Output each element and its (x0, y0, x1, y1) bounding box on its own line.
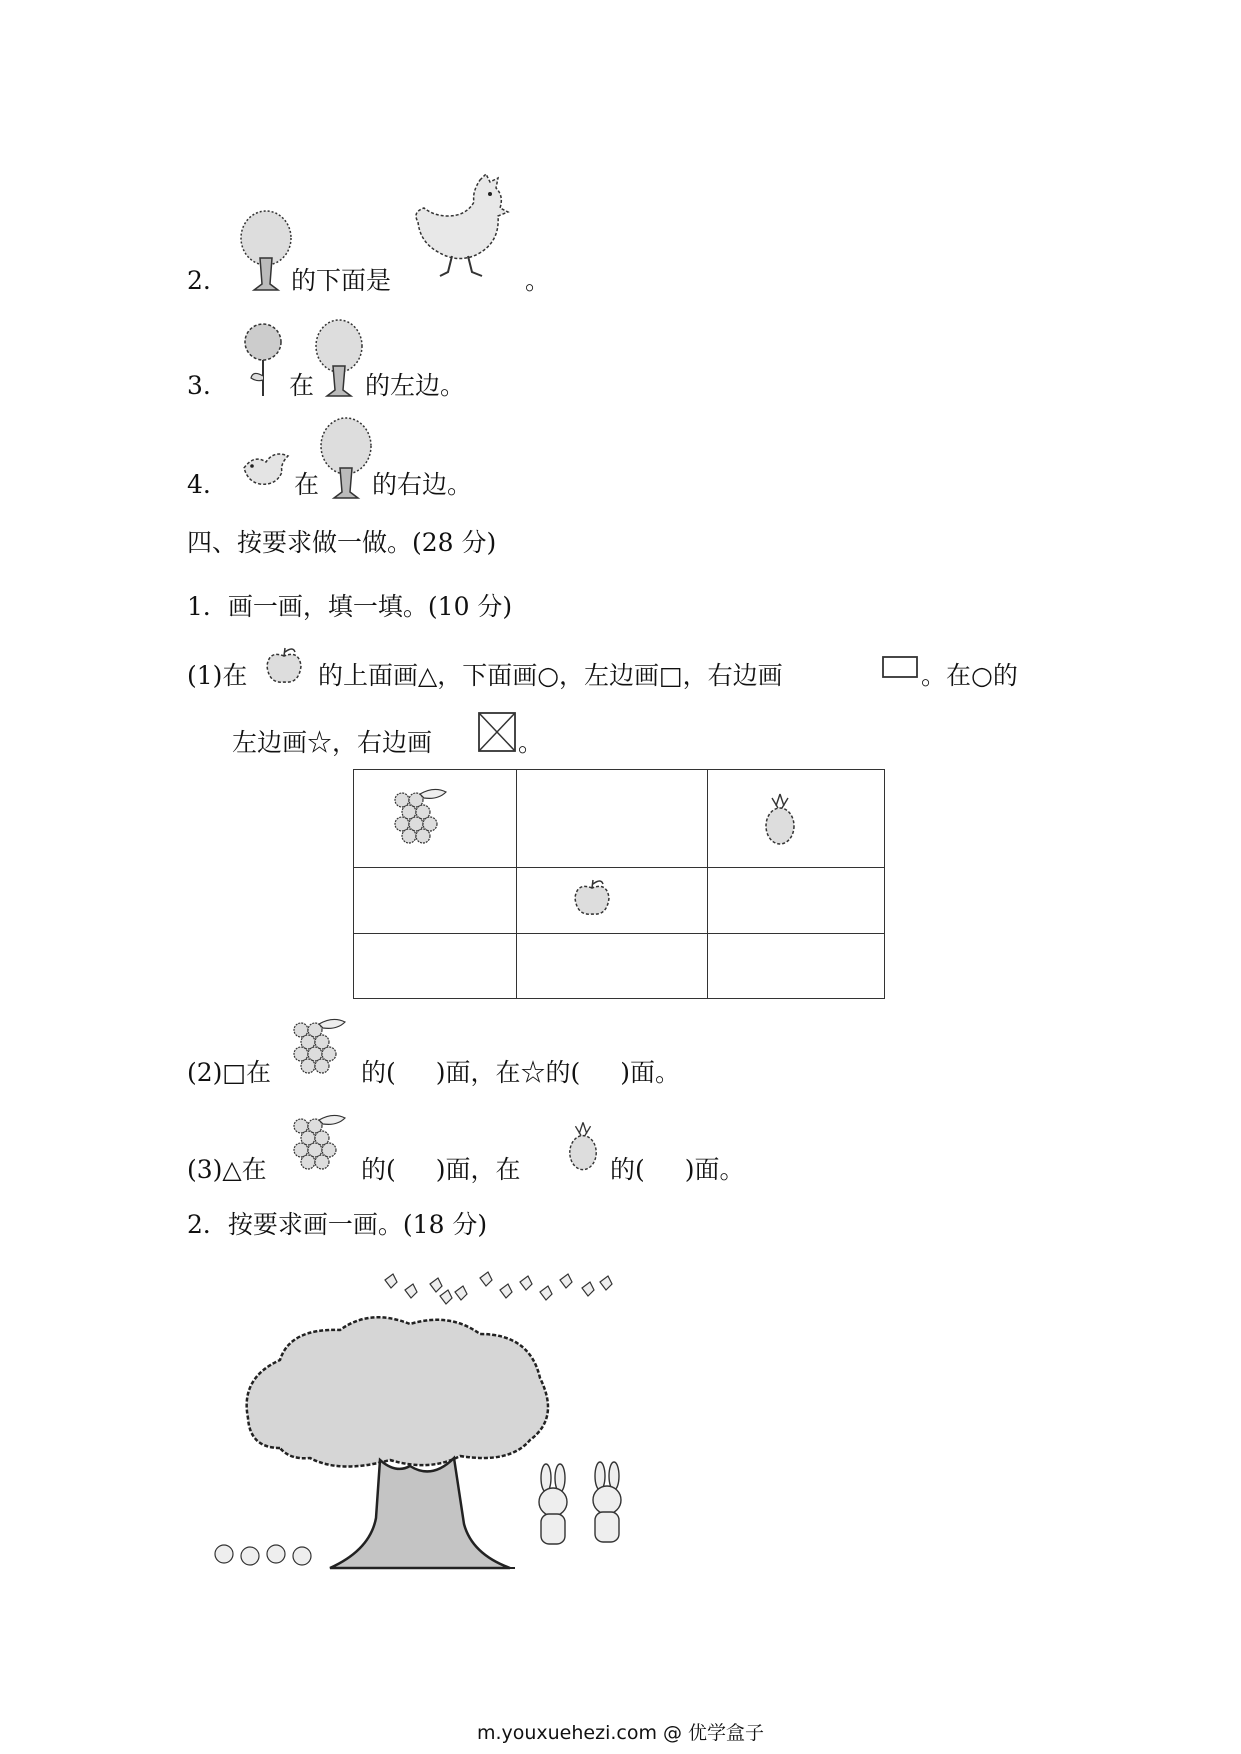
footer-watermark: m.youxuehezi.com @ 优学盒子 (476, 1722, 765, 1744)
grape-icon (289, 1110, 349, 1178)
q4-text2: 的右边。 (372, 470, 473, 499)
position-grid (353, 769, 885, 999)
q1-2-a: (2)□在 (187, 1058, 272, 1087)
crossed-box-icon (478, 712, 516, 752)
apple-icon (571, 878, 613, 918)
q1-3-line (361, 1157, 521, 1182)
tree-icon (238, 208, 294, 292)
question-number: 3. (187, 371, 211, 400)
q3-text1: 在 (289, 371, 315, 400)
grid-cell (354, 934, 517, 999)
q1-1-b: 的上面画△，下面画○，左边画□，右边画 (318, 661, 783, 690)
question-4 (187, 472, 211, 497)
q1-2-b: 的( (361, 1058, 396, 1087)
question-2 (187, 268, 211, 293)
q1-2-line (361, 1060, 680, 1085)
grid-cell (354, 770, 517, 868)
rabbit-pair-icon (539, 1462, 621, 1544)
grid-cell (517, 868, 708, 934)
grid-cell (517, 770, 708, 868)
grid-cell (708, 934, 885, 999)
grid-cell (354, 868, 517, 934)
flower-icon (237, 322, 289, 398)
q1-3-line2 (610, 1157, 745, 1182)
tree-icon (313, 318, 365, 398)
bird-icon (240, 448, 294, 492)
grape-icon (390, 786, 450, 850)
q1-3-e: )面。 (684, 1155, 745, 1184)
q1-2-c: )面，在☆的( (435, 1058, 581, 1087)
q1-1-a: (1)在 (187, 661, 248, 690)
grape-icon (289, 1014, 349, 1082)
q1-3-a: (3)△在 (187, 1155, 267, 1184)
bird-flock-icon (385, 1272, 612, 1304)
grid-cell (708, 868, 885, 934)
q1-3-b: 的( (361, 1155, 396, 1184)
question-3 (187, 373, 211, 398)
q2-end: 。 (525, 266, 551, 295)
q1-1-d: 左边画☆，右边画 (232, 728, 433, 757)
rectangle-shape-icon (882, 656, 918, 678)
question-number: 2. (187, 266, 211, 295)
q2-text: 的下面是 (291, 266, 392, 295)
q1-1-e: 。 (518, 728, 544, 757)
tree-icon (318, 416, 374, 500)
q1-3-d: 的( (610, 1155, 645, 1184)
rooster-icon (408, 172, 518, 282)
tree-scene-illustration (210, 1268, 630, 1580)
question-number: 4. (187, 470, 211, 499)
pineapple-icon (566, 1120, 600, 1172)
grid-cell (517, 934, 708, 999)
q1-3-c: )面，在 (435, 1155, 521, 1184)
q1-2-d: )面。 (620, 1058, 681, 1087)
q2-title: 2．按要求画一画。(18 分) (187, 1210, 488, 1239)
q3-text2: 的左边。 (365, 371, 466, 400)
section-title: 四、按要求做一做。(28 分) (187, 528, 497, 557)
q1-title: 1．画一画，填一填。(10 分) (187, 592, 513, 621)
grid-cell (708, 770, 885, 868)
q1-1-c: 。在○的 (921, 661, 1018, 690)
chick-row-icon (215, 1545, 311, 1565)
apple-icon (263, 646, 305, 686)
q4-text1: 在 (294, 470, 320, 499)
pineapple-icon (762, 792, 798, 846)
